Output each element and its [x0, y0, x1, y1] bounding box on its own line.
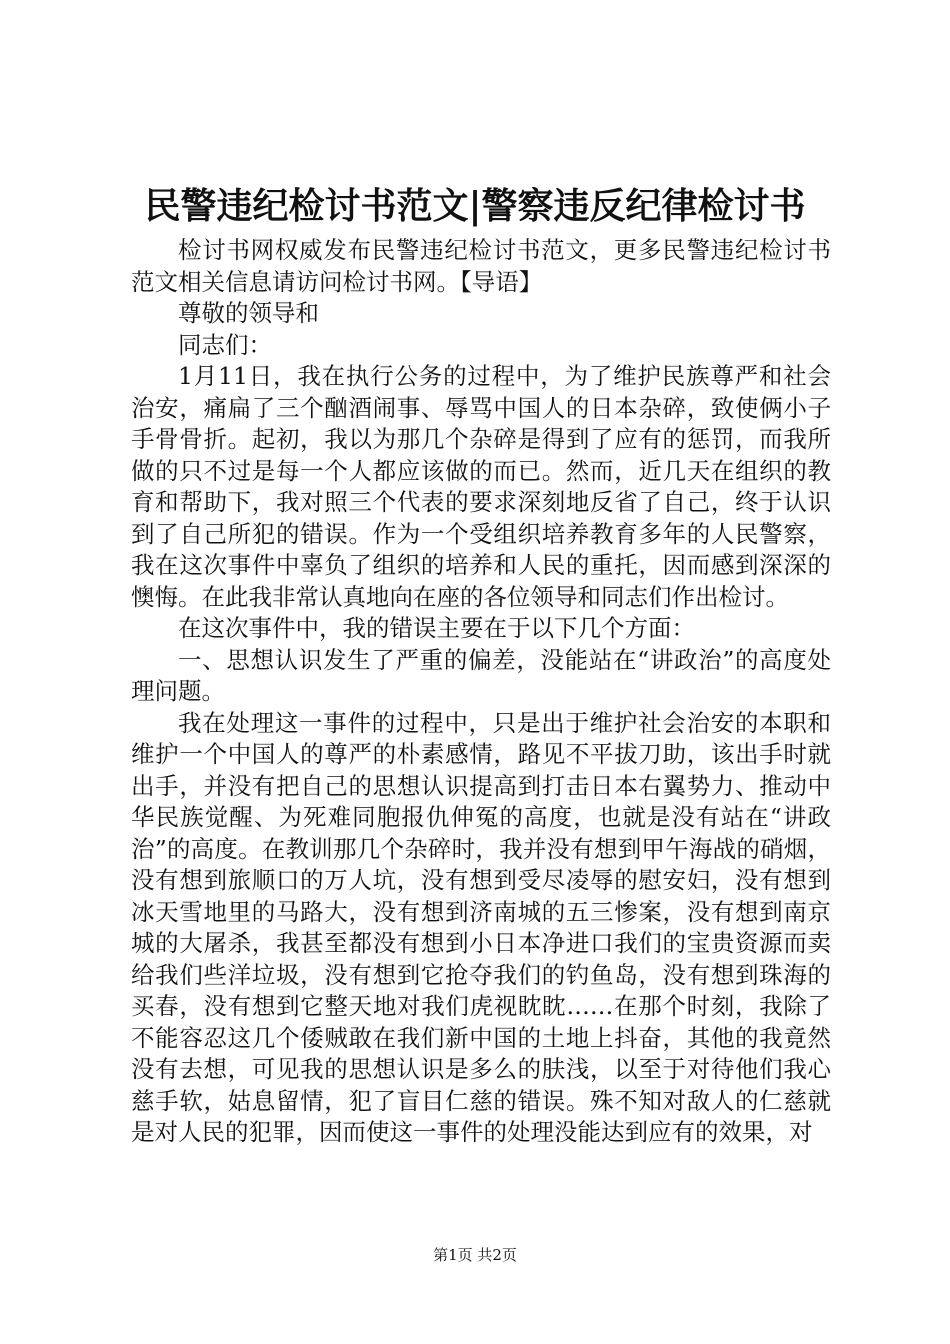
paragraph-incident: 1月11日，我在执行公务的过程中，为了维护民族尊严和社会治安，痛扁了三个酗酒闹事、辱骂中国人的日本杂碎，致使俩小子手骨骨折。起初，我以为那几个杂碎是得到了应有的惩罚，而我所做的只不过是每一个人都应该做的而已。然而，近几天在组织的教育和帮助下，我对照三个代表的要求深刻地反省了自己，终于认识到了自己所犯的错误。作为一个受组织培养教育多年的人民警察，我在这次事件中辜负了组织的培养和人民的重托，因而感到深深的懊悔。在此我非常认真地向在座的各位领导和同志们作出检讨。	[131, 362, 831, 611]
paragraph-salutation-1: 尊敬的领导和	[178, 299, 319, 327]
paragraph-salutation-2: 同志们：	[178, 330, 272, 359]
document-body	[131, 235, 831, 1149]
paragraph-point-one-detail: 我在处理这一事件的过程中，只是出于维护社会治安的本职和维护一个中国人的尊严的朴素感情，路见不平拔刀助，该出手时就出手，并没有把自己的思想认识提高到打击日本右翼势力、推动中华民族觉醒、为死难同胞报仇伸冤的高度，也就是没有站在“讲政治”的高度。在教训那几个杂碎时，我并没有想到甲午海战的硝烟，没有想到旅顺口的万人坑，没有想到受尽凌辱的慰安妇，没有想到冰天雪地里的马路大，没有想到济南城的五三惨案，没有想到南京城的大屠杀，我甚至都没有想到小日本净进口我们的宝贵资源而卖给我们些洋垃圾，没有想到它抢夺我们的钓鱼岛，没有想到珠海的买春，没有想到它整天地对我们虎视眈眈……在那个时刻，我除了不能容忍这几个倭贼敢在我们新中国的土地上抖奋，其他的我竟然没有去想，可见我的思想认识是多么的肤浅，以至于对待他们我心慈手软，姑息留情，犯了盲目仁慈的错误。殊不知对敌人的仁慈就是对人民的犯罪，因而使这一事件的处理没能达到应有的效果，对	[131, 708, 831, 1146]
document-title: 民警违纪检讨书范文|警察违反纪律检讨书	[144, 185, 806, 227]
paragraph-intro: 检讨书网权威发布民警违纪检讨书范文，更多民警违纪检讨书范文相关信息请访问检讨书网。【导语】	[131, 236, 831, 296]
paragraph-errors-intro: 在这次事件中，我的错误主要在于以下几个方面：	[178, 614, 695, 642]
paragraph-point-one: 一、思想认识发生了严重的偏差，没能站在“讲政治”的高度处理问题。	[131, 645, 831, 705]
page-footer: 第1页 共2页	[433, 1246, 517, 1264]
